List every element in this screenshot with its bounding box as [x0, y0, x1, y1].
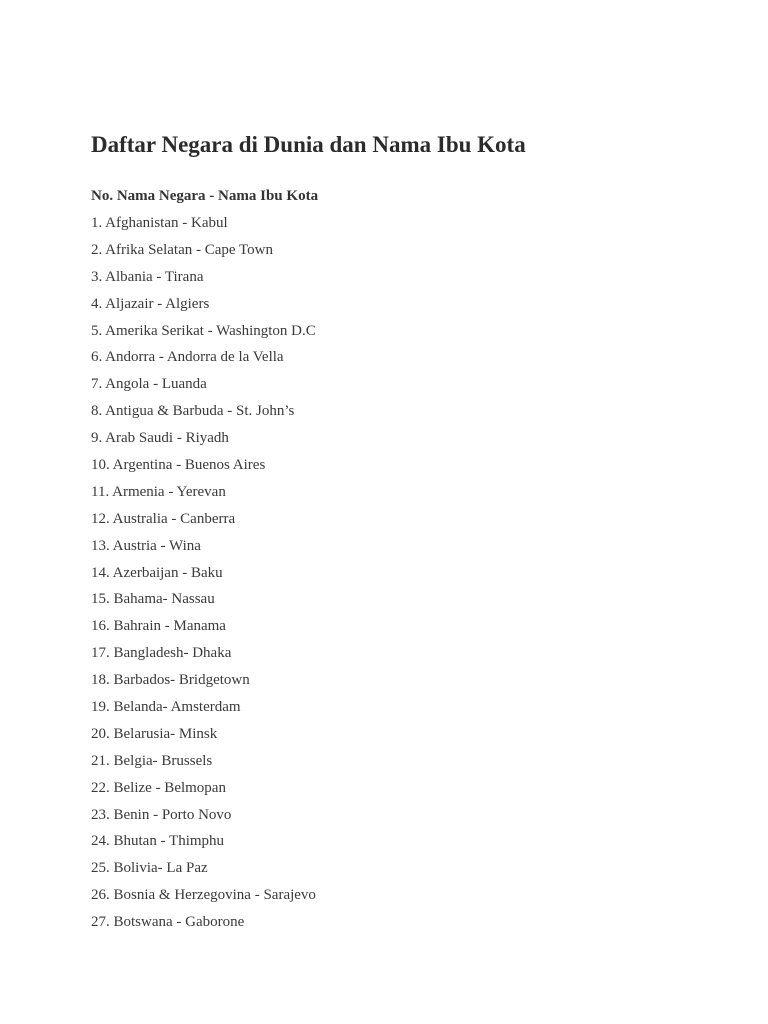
list-item: 3. Albania - Tirana [91, 268, 204, 285]
list-item: 18. Barbados- Bridgetown [91, 672, 250, 689]
list-item: 8. Antigua & Barbuda - St. John’s [91, 403, 295, 420]
list-item: 2. Afrika Selatan - Cape Town [91, 241, 273, 258]
list-item: 22. Belize - Belmopan [91, 779, 226, 796]
list-item: 4. Aljazair - Algiers [91, 295, 210, 312]
list-header: No. Nama Negara - Nama Ibu Kota [91, 188, 319, 204]
list-item: 19. Belanda- Amsterdam [91, 699, 241, 716]
list-item: 7. Angola - Luanda [91, 376, 207, 393]
list-item: 15. Bahama- Nassau [91, 591, 215, 608]
list-item: 11. Armenia - Yerevan [91, 483, 226, 500]
page-title: Daftar Negara di Dunia dan Nama Ibu Kota [91, 132, 526, 157]
list-item: 1. Afghanistan - Kabul [91, 215, 228, 231]
list-item: 23. Benin - Porto Novo [91, 806, 232, 823]
list-item: 13. Austria - Wina [91, 537, 201, 554]
list-item: 24. Bhutan - Thimphu [91, 833, 225, 850]
list-item: 12. Australia - Canberra [91, 510, 236, 527]
list-item: 25. Bolivia- La Paz [91, 860, 208, 877]
country-capital-list [91, 212, 316, 938]
list-item: 10. Argentina - Buenos Aires [91, 457, 266, 474]
list-item: 9. Arab Saudi - Riyadh [91, 430, 229, 447]
list-item: 17. Bangladesh- Dhaka [91, 645, 232, 662]
list-item: 27. Botswana - Gaborone [91, 914, 245, 931]
list-item: 16. Bahrain - Manama [91, 618, 226, 635]
list-item: 5. Amerika Serikat - Washington D.C [91, 322, 316, 339]
list-item: 21. Belgia- Brussels [91, 752, 213, 769]
list-item: 20. Belarusia- Minsk [91, 725, 218, 742]
list-item: 14. Azerbaijan - Baku [91, 564, 223, 581]
list-item: 6. Andorra - Andorra de la Vella [91, 349, 284, 366]
list-item: 26. Bosnia & Herzegovina - Sarajevo [91, 887, 316, 904]
